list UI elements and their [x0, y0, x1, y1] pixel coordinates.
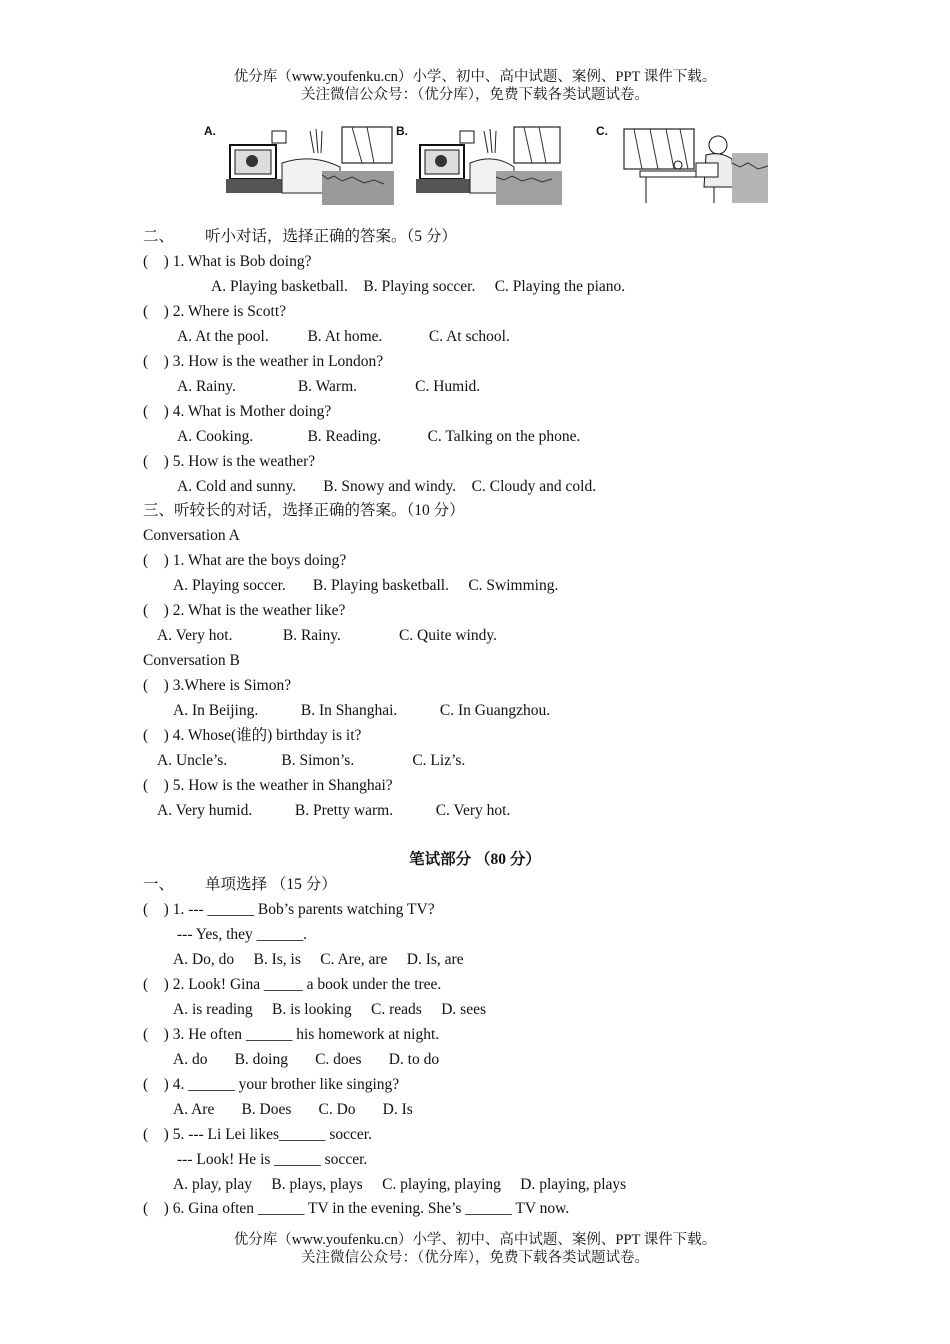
- picture-c-reading-room: [620, 123, 770, 205]
- w-question-1-reply: --- Yes, they ______.: [177, 926, 308, 943]
- s3-options-4: A. Uncle’s. B. Simon’s. C. Liz’s.: [157, 752, 466, 769]
- s3-question-2: ( ) 2. What is the weather like?: [143, 602, 346, 619]
- w-options-1: A. Do, do B. Is, is C. Are, are D. Is, are: [173, 951, 464, 968]
- conversation-a-heading: Conversation A: [143, 527, 240, 544]
- s2-question-5: ( ) 5. How is the weather?: [143, 453, 316, 470]
- picture-b-label: B.: [396, 124, 408, 138]
- s2-options-3: A. Rainy. B. Warm. C. Humid.: [177, 378, 481, 395]
- picture-c-label: C.: [596, 124, 608, 138]
- w-question-5: ( ) 5. --- Li Lei likes______ soccer.: [143, 1126, 372, 1143]
- s2-question-4: ( ) 4. What is Mother doing?: [143, 403, 332, 420]
- w-question-5-reply: --- Look! He is ______ soccer.: [177, 1151, 368, 1168]
- w-question-2: ( ) 2. Look! Gina _____ a book under the tree.: [143, 976, 442, 993]
- s3-question-5: ( ) 5. How is the weather in Shanghai?: [143, 777, 393, 794]
- s3-question-4: ( ) 4. Whose(谁的) birthday is it?: [143, 727, 362, 744]
- w-options-5: A. play, play B. plays, plays C. playing, playing D. playing, plays: [173, 1176, 627, 1193]
- s2-options-5: A. Cold and sunny. B. Snowy and windy. C. Cloudy and cold.: [177, 478, 597, 495]
- s3-options-1: A. Playing soccer. B. Playing basketball. C. Swimming.: [173, 577, 559, 594]
- picture-a-tv-room: [222, 123, 394, 205]
- s2-question-2: ( ) 2. Where is Scott?: [143, 303, 287, 320]
- w-question-6: ( ) 6. Gina often ______ TV in the evening. She’s ______ TV now.: [143, 1200, 570, 1217]
- header-line-1: 优分库（www.youfenku.cn）小学、初中、高中试题、案例、PPT 课件下载。: [233, 69, 717, 85]
- header-line-2: 关注微信公众号：（优分库），免费下载各类试题试卷。: [301, 87, 649, 103]
- section3-title: 三、听较长的对话，选择正确的答案。（10 分）: [143, 502, 465, 519]
- s2-options-2: A. At the pool. B. At home. C. At school.: [177, 328, 510, 345]
- s2-question-3: ( ) 3. How is the weather in London?: [143, 353, 384, 370]
- s3-question-3: ( ) 3.Where is Simon?: [143, 677, 292, 694]
- s3-options-2: A. Very hot. B. Rainy. C. Quite windy.: [157, 627, 497, 644]
- written-part-title: 笔试部分 （80 分）: [409, 851, 541, 868]
- s2-question-1: ( ) 1. What is Bob doing?: [143, 253, 312, 270]
- s3-options-5: A. Very humid. B. Pretty warm. C. Very hot.: [157, 802, 511, 819]
- footer-line-1: 优分库（www.youfenku.cn）小学、初中、高中试题、案例、PPT 课件下载。: [233, 1232, 717, 1248]
- w-question-1: ( ) 1. --- ______ Bob’s parents watching TV?: [143, 901, 435, 918]
- s3-options-3: A. In Beijing. B. In Shanghai. C. In Guangzhou.: [173, 702, 551, 719]
- picture-b-tv-room: [414, 123, 562, 205]
- picture-a-label: A.: [204, 124, 216, 138]
- w-options-4: A. Are B. Does C. Do D. Is: [173, 1101, 413, 1118]
- section2-title: 二、 听小对话，选择正确的答案。（5 分）: [143, 228, 457, 245]
- w-question-3: ( ) 3. He often ______ his homework at night.: [143, 1026, 440, 1043]
- s2-options-4: A. Cooking. B. Reading. C. Talking on the phone.: [177, 428, 581, 445]
- s2-options-1: A. Playing basketball. B. Playing soccer. C. Playing the piano.: [211, 278, 626, 295]
- w-options-3: A. do B. doing C. does D. to do: [173, 1051, 440, 1068]
- s3-question-1: ( ) 1. What are the boys doing?: [143, 552, 347, 569]
- conversation-b-heading: Conversation B: [143, 652, 240, 669]
- footer-line-2: 关注微信公众号：（优分库），免费下载各类试题试卷。: [301, 1250, 649, 1266]
- w-question-4: ( ) 4. ______ your brother like singing?: [143, 1076, 400, 1093]
- w-options-2: A. is reading B. is looking C. reads D. sees: [173, 1001, 486, 1018]
- written-part1-title: 一、 单项选择 （15 分）: [143, 876, 337, 893]
